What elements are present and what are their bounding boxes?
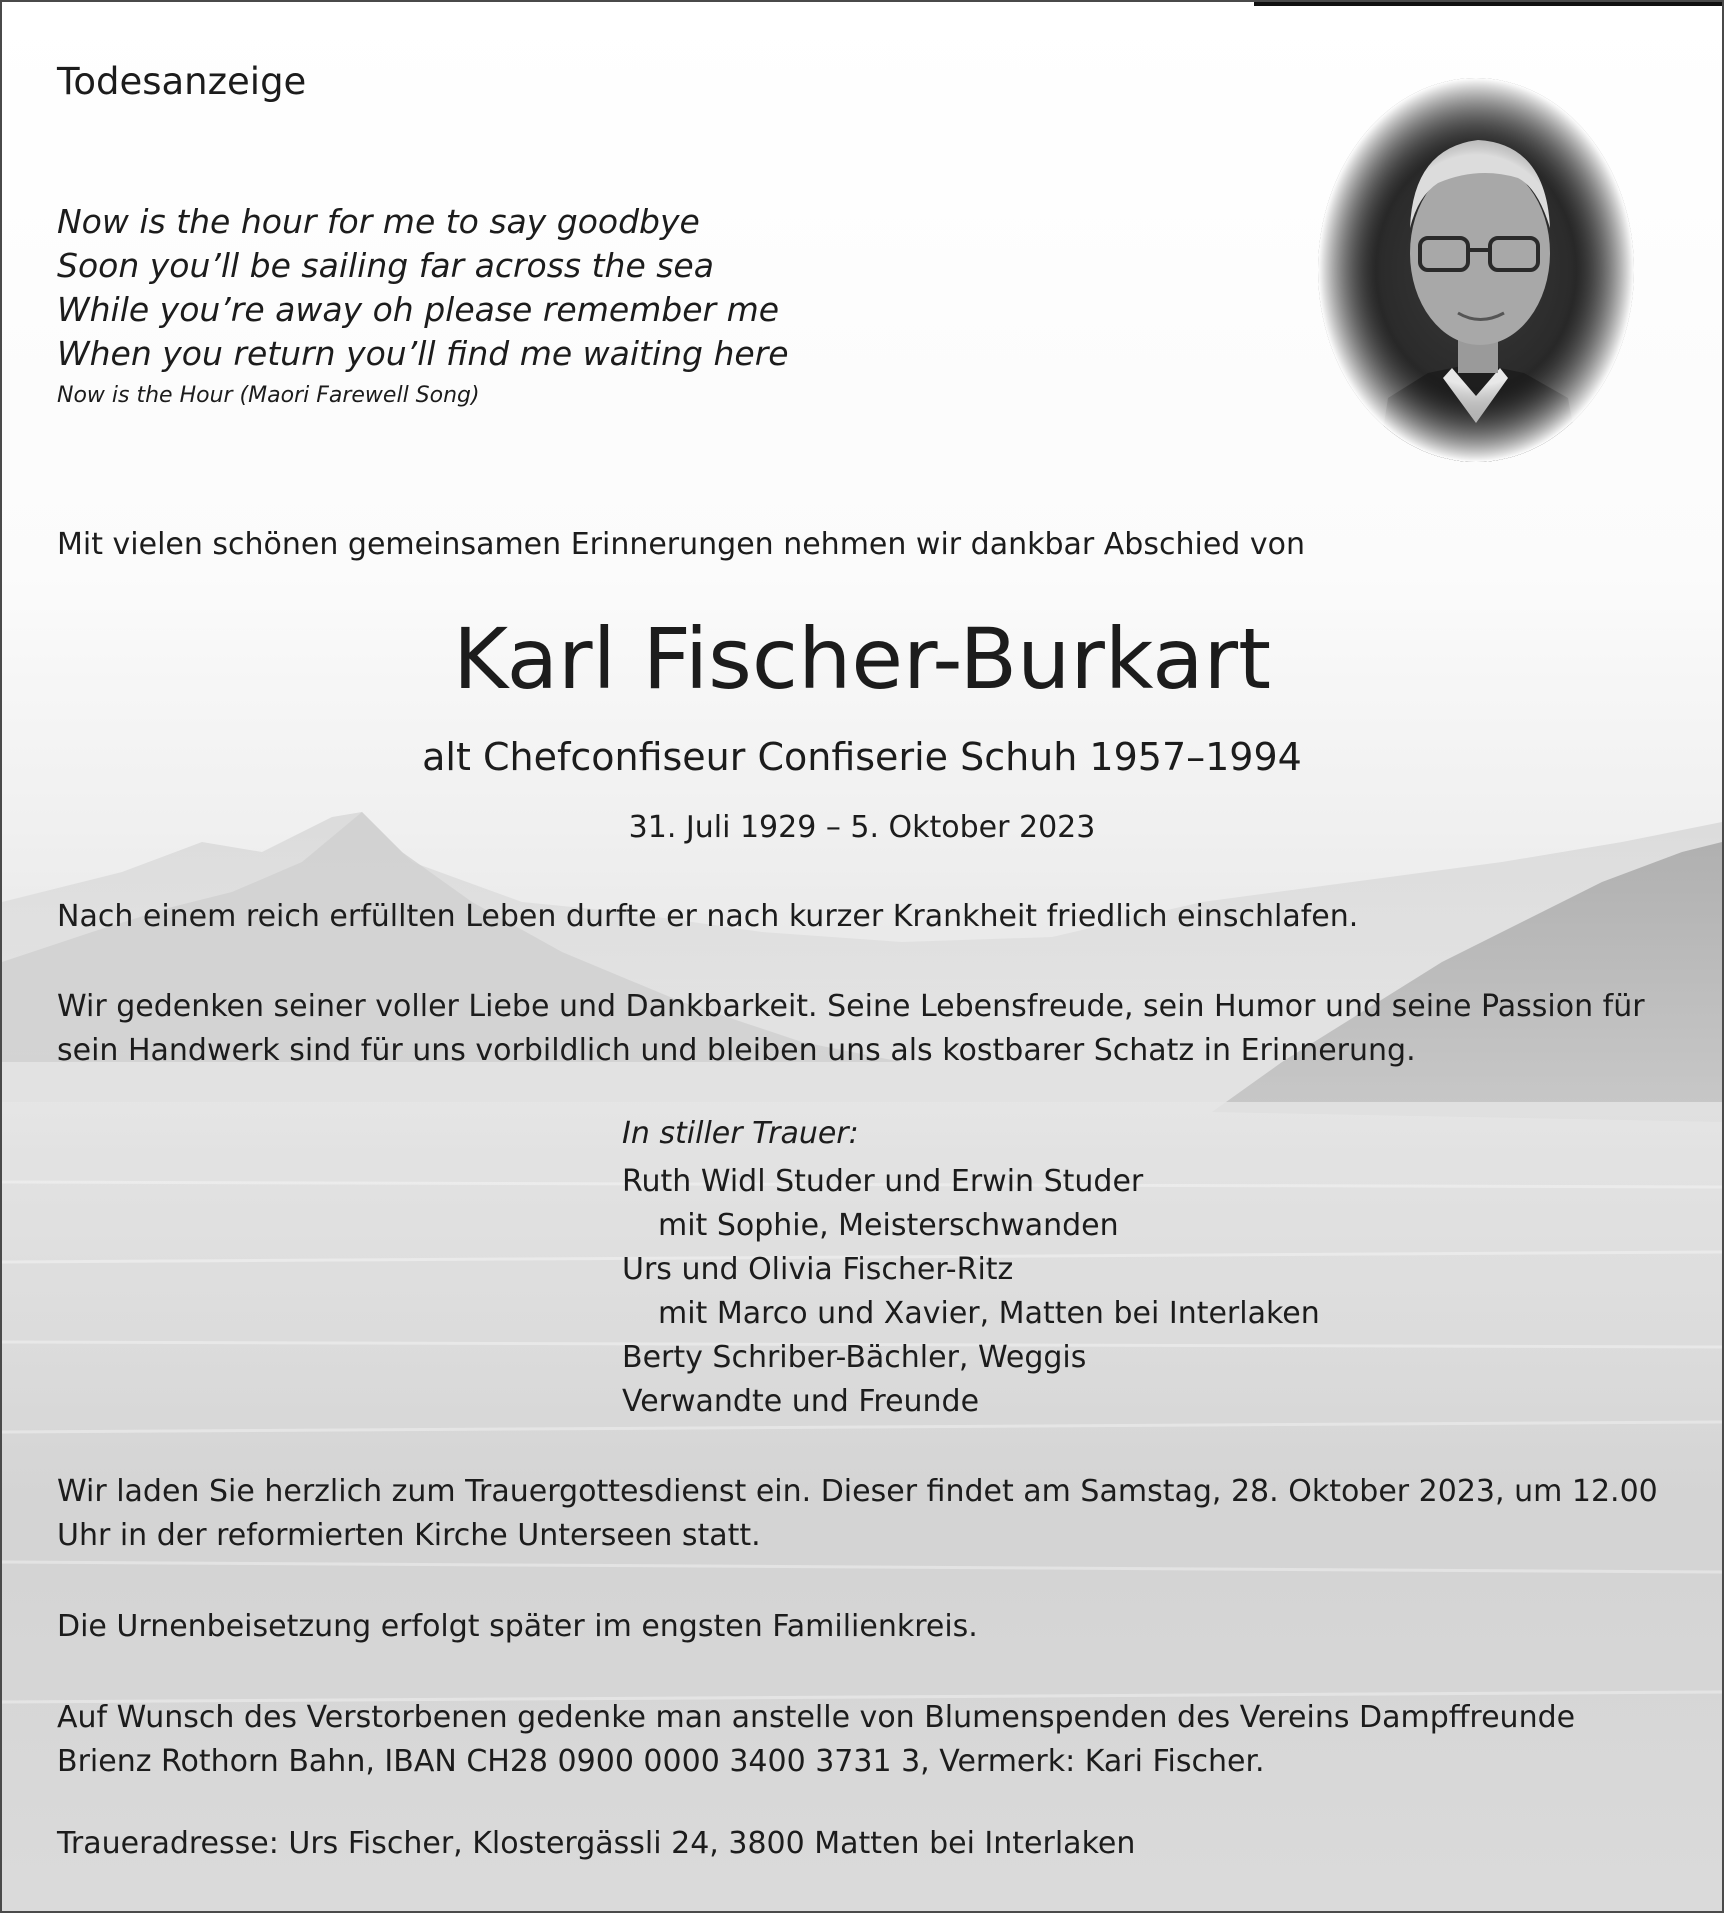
deceased-name: Karl Fischer-Burkart (452, 610, 1272, 708)
portrait-photo (1318, 78, 1634, 462)
notice-type-label: Todesanzeige (57, 60, 307, 103)
intro-text: Mit vielen schönen gemeinsamen Erinnerungen nehmen wir dankbar Abschied von (57, 527, 1305, 562)
paragraph-donation: Auf Wunsch des Verstorbenen gedenke man anstelle von Blumenspenden des Vereins Dampffreunde Brienz Rothorn Bahn, IBAN CH28 0900 0000 3400 3731 3, Vermerk: Kari Fischer. (57, 1700, 1576, 1779)
poem-line: While you’re away oh please remember me (57, 290, 780, 329)
mourner-line: mit Sophie, Meisterschwanden (658, 1208, 1119, 1243)
paragraph-peaceful-passing: Nach einem reich erfüllten Leben durfte er nach kurzer Krankheit friedlich einschlafen. (57, 899, 1359, 934)
mourner-line: Ruth Widl Studer und Erwin Studer (622, 1164, 1144, 1199)
mourners-heading: In stiller Trauer: (622, 1116, 859, 1151)
poem-source: Now is the Hour (Maori Farewell Song) (57, 383, 480, 408)
paragraph-remembrance: Wir gedenken seiner voller Liebe und Dankbarkeit. Seine Lebensfreude, sein Humor und seine Passion für sein Handwerk sind für uns vorbildlich und bleiben uns als kostbarer Schatz in Erinnerung. (57, 989, 1645, 1068)
mourner-line: Urs und Olivia Fischer-Ritz (622, 1252, 1014, 1287)
poem-line: When you return you’ll find me waiting here (57, 334, 789, 373)
paragraph-urn-burial: Die Urnenbeisetzung erfolgt später im engsten Familienkreis. (57, 1609, 978, 1644)
paragraph-funeral-service: Wir laden Sie herzlich zum Trauergottesdienst ein. Dieser findet am Samstag, 28. Oktober 2023, um 12.00 Uhr in der reformierten Kirche Unterseen statt. (57, 1474, 1658, 1553)
mourners-list (622, 1112, 1320, 1424)
mourner-line: mit Marco und Xavier, Matten bei Interlaken (658, 1296, 1320, 1331)
portrait-figure (1318, 78, 1634, 462)
mourning-address: Traueradresse: Urs Fischer, Klostergässli 24, 3800 Matten bei Interlaken (57, 1826, 1136, 1861)
poem-line: Soon you’ll be sailing far across the sea (57, 246, 714, 285)
mourner-line: Berty Schriber-Bächler, Weggis (622, 1340, 1087, 1375)
poem (57, 200, 789, 376)
deceased-title: alt Chefconfiseur Confiserie Schuh 1957–1994 (422, 735, 1302, 779)
life-dates: 31. Juli 1929 – 5. Oktober 2023 (628, 810, 1096, 845)
poem-line: Now is the hour for me to say goodbye (57, 202, 700, 241)
mourner-line: Verwandte und Freunde (622, 1384, 980, 1419)
